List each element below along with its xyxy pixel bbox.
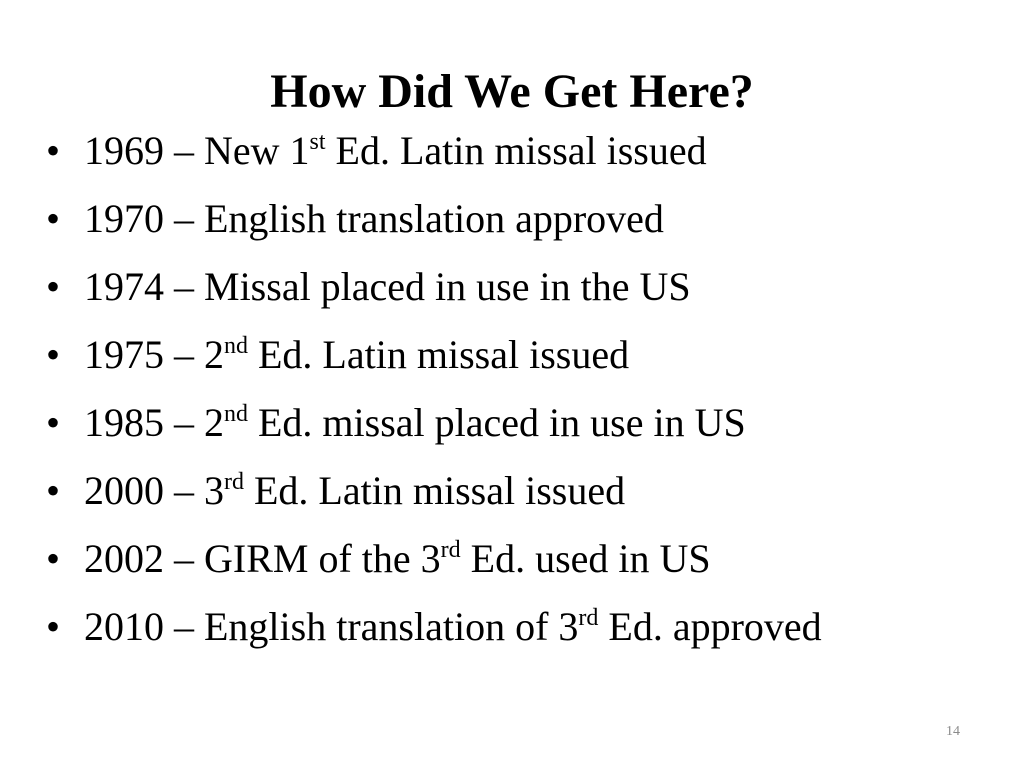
bullet-dot-icon: • <box>46 604 61 649</box>
bullet-text-post: Ed. missal placed in use in US <box>248 400 746 445</box>
bullet-text-pre: 1969 – New 1 <box>84 128 310 173</box>
bullet-dot-icon: • <box>46 196 61 241</box>
bullet-text-pre: 1970 – English translation approved <box>84 196 664 241</box>
bullet-ordinal-suffix: rd <box>578 605 599 631</box>
bullet-item <box>46 196 986 241</box>
bullet-text-post: Ed. Latin missal issued <box>325 128 707 173</box>
bullet-text-post: Ed. approved <box>598 604 822 649</box>
bullet-item <box>46 332 986 377</box>
bullet-text-pre: 1974 – Missal placed in use in the US <box>84 264 691 309</box>
bullet-dot-icon: • <box>46 400 61 445</box>
bullet-text-post: Ed. Latin missal issued <box>244 468 626 513</box>
bullet-ordinal-suffix: rd <box>440 537 461 563</box>
bullet-ordinal-suffix: st <box>309 129 326 155</box>
bullet-item <box>46 468 986 513</box>
bullet-ordinal-suffix: nd <box>224 401 248 427</box>
slide-title: How Did We Get Here? <box>270 65 754 118</box>
bullet-ordinal-suffix: nd <box>224 333 248 359</box>
bullet-list <box>46 128 986 649</box>
bullet-text-pre: 2002 – GIRM of the 3 <box>84 536 441 581</box>
bullet-text-post: Ed. Latin missal issued <box>248 332 630 377</box>
bullet-item <box>46 536 986 581</box>
bullet-item <box>46 128 986 173</box>
bullet-item <box>46 400 986 445</box>
bullet-text-post: Ed. used in US <box>460 536 711 581</box>
bullet-text-pre: 1975 – 2 <box>84 332 224 377</box>
bullet-text-pre: 1985 – 2 <box>84 400 224 445</box>
bullet-ordinal-suffix: rd <box>224 469 244 495</box>
bullet-item <box>46 604 986 649</box>
bullet-dot-icon: • <box>46 536 61 581</box>
bullet-text-pre: 2010 – English translation of 3 <box>84 604 579 649</box>
bullet-dot-icon: • <box>46 332 61 377</box>
bullet-dot-icon: • <box>46 128 61 173</box>
bullet-text-pre: 2000 – 3 <box>84 468 224 513</box>
bullet-item <box>46 264 986 309</box>
bullet-dot-icon: • <box>46 264 61 309</box>
slide-number: 14 <box>946 724 960 739</box>
bullet-dot-icon: • <box>46 468 61 513</box>
